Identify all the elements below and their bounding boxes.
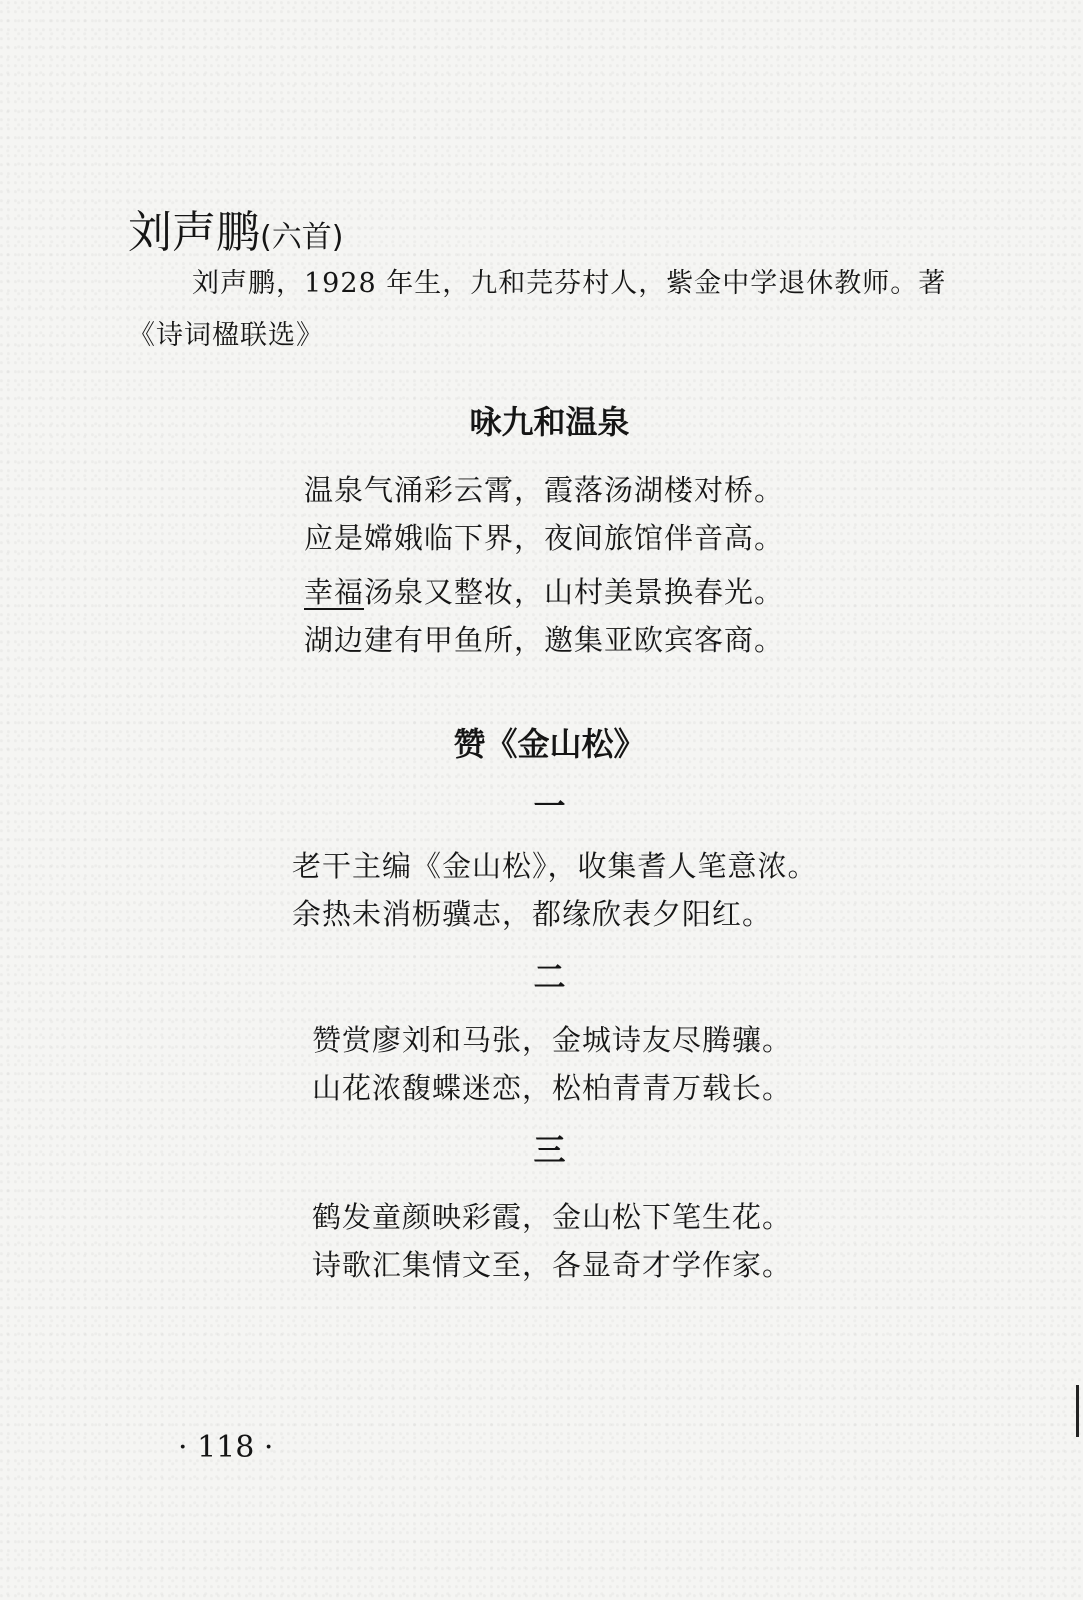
stanza: [312, 1016, 792, 1112]
stanza: [304, 466, 784, 562]
verse-line: 赞赏廖刘和马张，金城诗友尽腾骧。: [312, 1023, 793, 1057]
underlined-word: 幸福: [304, 575, 365, 609]
verse-line: 湖边建有甲鱼所，邀集亚欧宾客商。: [304, 623, 785, 657]
verse-line: [304, 568, 784, 616]
section-number: 二: [533, 958, 566, 996]
scan-edge-mark: [1076, 1385, 1079, 1437]
verse-line: 应是嫦娥临下界，夜间旅馆伴音高。: [304, 521, 785, 555]
stanza: [312, 1193, 792, 1289]
page-number: · 118 ·: [178, 1430, 274, 1465]
verse-line: 余热未消枥骥志，都缘欣表夕阳红。: [292, 897, 773, 931]
author-name: 刘声鹏: [128, 207, 260, 258]
verse-line: 山花浓馥蝶迷恋，松柏青青万载长。: [312, 1071, 793, 1105]
verse-line: 诗歌汇集情文至，各显奇才学作家。: [312, 1248, 793, 1282]
poem-title: 赞《金山松》: [453, 725, 646, 763]
section-number: 三: [533, 1131, 566, 1169]
verse-line-rest: 汤泉又整妆，山村美景换春光。: [364, 575, 785, 609]
stanza: [304, 568, 784, 664]
section-number: 一: [533, 787, 566, 825]
poem-title: 咏九和温泉: [469, 403, 630, 441]
stanza: [292, 842, 818, 938]
verse-line: 鹤发童颜映彩霞，金山松下笔生花。: [312, 1200, 793, 1234]
author-bio: 刘声鹏，1928 年生，九和芫芬村人，紫金中学退休教师。著《诗词楹联选》: [128, 268, 947, 351]
poem-count: (六首): [260, 220, 344, 255]
author-heading: [128, 205, 343, 266]
verse-line: 温泉气涌彩云霄，霞落汤湖楼对桥。: [304, 473, 785, 507]
verse-line: 老干主编《金山松》，收集耆人笔意浓。: [292, 849, 818, 883]
